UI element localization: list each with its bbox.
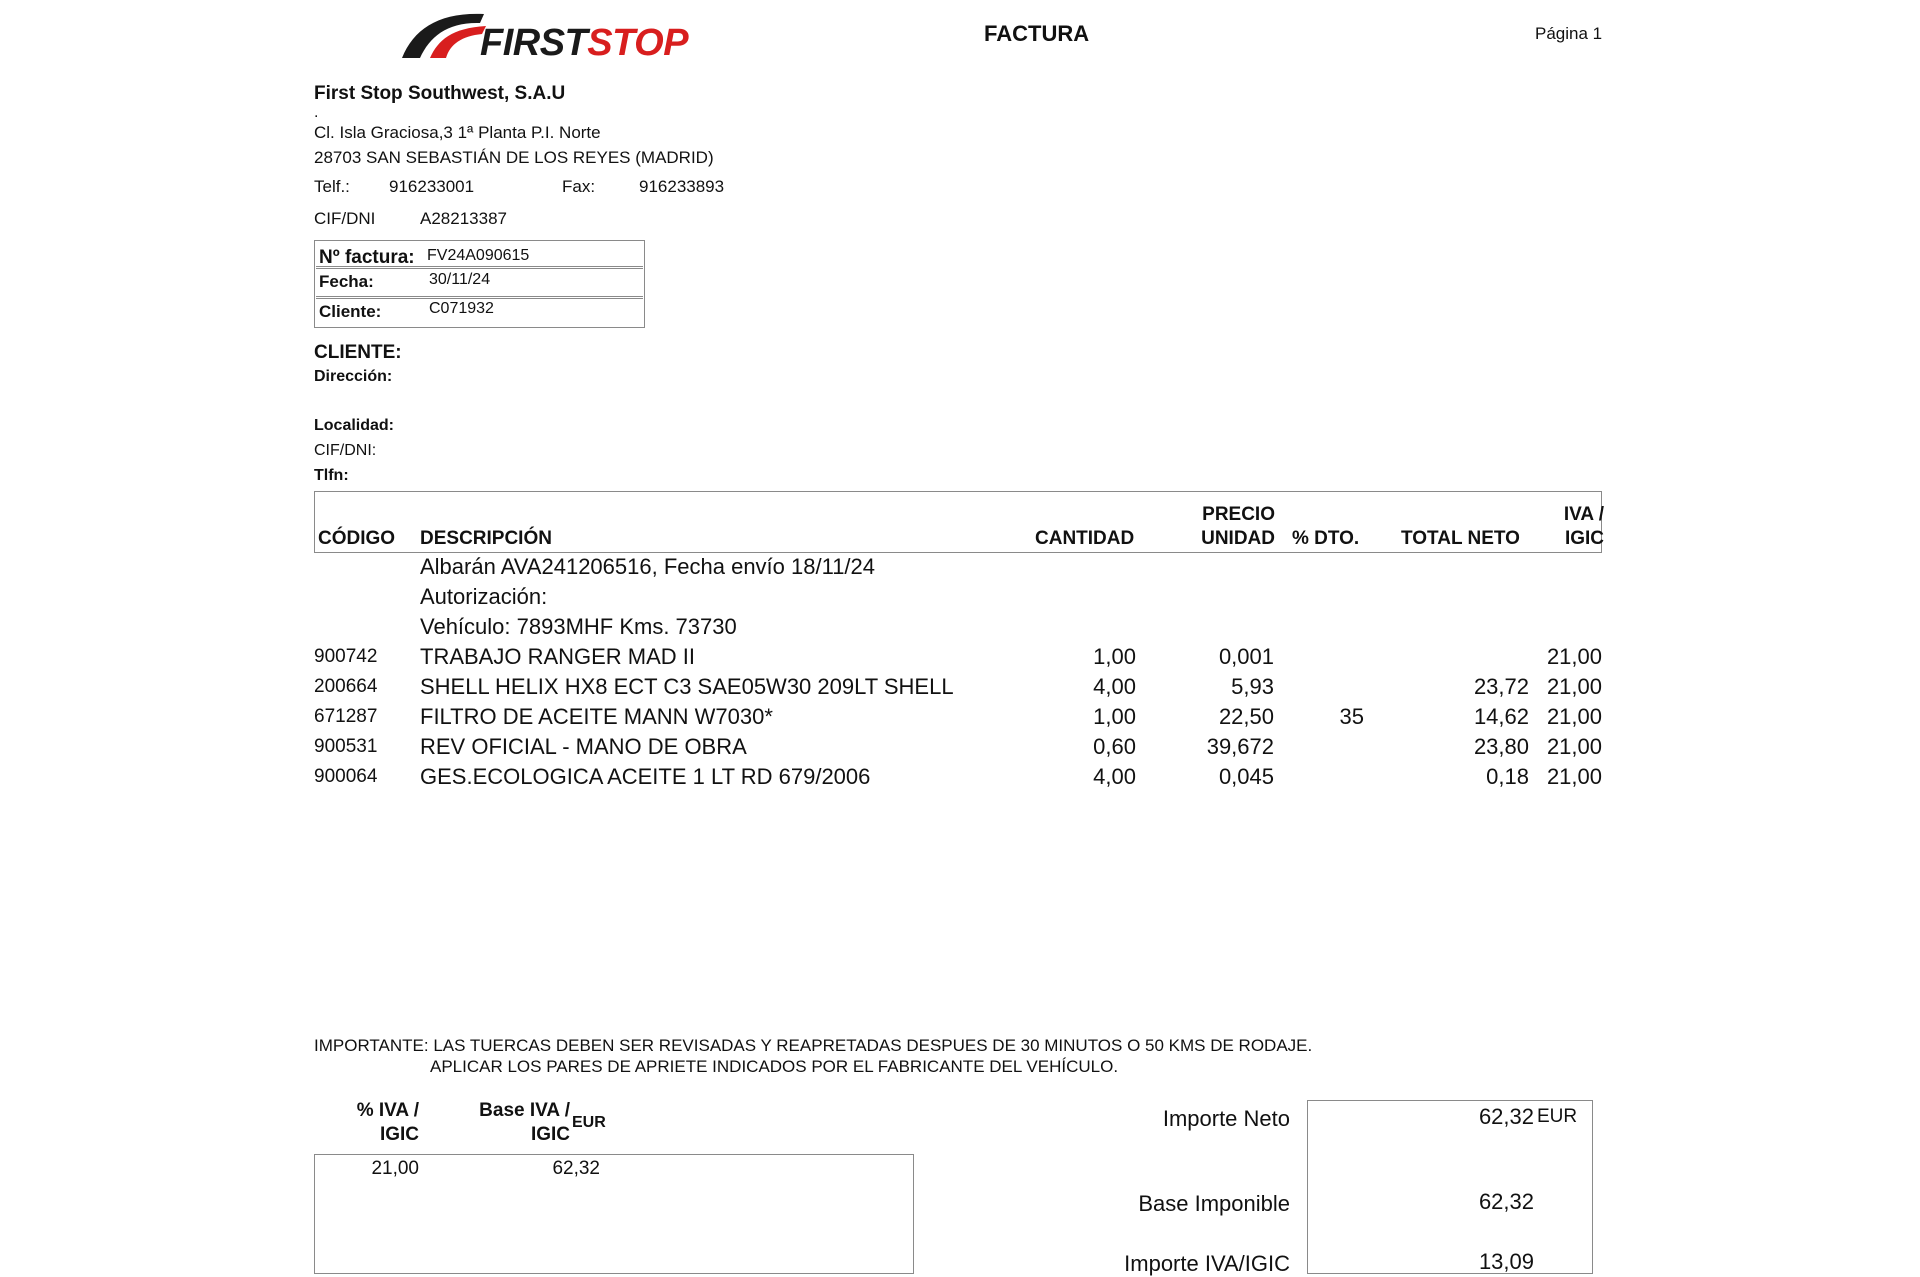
table-row-vat: 21,00 <box>1546 734 1602 759</box>
table-row-description: FILTRO DE ACEITE MANN W7030* <box>420 704 773 729</box>
table-row-vat: 21,00 <box>1546 704 1602 729</box>
net-amount-currency: EUR <box>1537 1106 1578 1127</box>
table-row-code: 900742 <box>314 646 378 667</box>
company-address-line2: 28703 SAN SEBASTIÁN DE LOS REYES (MADRID) <box>314 148 714 167</box>
table-row-description: SHELL HELIX HX8 ECT C3 SAE05W30 209LT SHELL <box>420 674 954 699</box>
table-row-vat: 21,00 <box>1546 644 1602 669</box>
divider <box>316 298 643 299</box>
firststop-logo <box>400 6 700 66</box>
customer-address-label: Dirección: <box>314 368 393 385</box>
vat-summary-currency: EUR <box>572 1114 606 1131</box>
table-row-net-total: 23,72 <box>1473 674 1529 699</box>
table-row-description: GES.ECOLOGICA ACEITE 1 LT RD 679/2006 <box>420 764 871 789</box>
vat-summary-rate: 21,00 <box>371 1158 419 1179</box>
delivery-note-line: Albarán AVA241206516, Fecha envío 18/11/24 <box>420 554 876 579</box>
notice-line1: IMPORTANTE: LAS TUERCAS DEBEN SER REVISADAS Y REAPRETADAS DESPUES DE 30 MINUTOS O 50 KMS DE RODAJE. <box>314 1036 1313 1055</box>
table-row-description: REV OFICIAL - MANO DE OBRA <box>420 734 747 759</box>
company-address-line1: Cl. Isla Graciosa,3 1ª Planta P.I. Norte <box>314 123 601 142</box>
table-row-quantity: 4,00 <box>1093 764 1136 789</box>
vat-summary-header-base-line2: IGIC <box>530 1124 570 1145</box>
table-row-quantity: 1,00 <box>1093 644 1136 669</box>
table-row-code: 200664 <box>314 676 378 697</box>
table-row-vat: 21,00 <box>1546 764 1602 789</box>
customer-phone-label: Tlfn: <box>314 467 349 484</box>
vehicle-line: Vehículo: 7893MHF Kms. 73730 <box>420 614 737 639</box>
logo-wordmark <box>480 22 688 65</box>
company-phone: 916233001 <box>389 177 475 196</box>
company-fax-label: Fax: <box>562 177 596 196</box>
taxable-base-label: Base Imponible <box>1138 1191 1290 1216</box>
invoice-number-label: Nº factura: <box>319 247 415 268</box>
table-row-unit-price: 0,045 <box>1218 764 1274 789</box>
table-row-net-total: 23,80 <box>1473 734 1529 759</box>
vat-summary-header-rate-line2: IGIC <box>379 1124 419 1145</box>
column-header-code: CÓDIGO <box>318 528 396 549</box>
company-phone-label: Telf.: <box>314 177 350 196</box>
column-header-net-total: TOTAL NETO <box>1401 528 1520 549</box>
table-row-net-total: 14,62 <box>1473 704 1529 729</box>
page-number: Página 1 <box>1535 24 1603 43</box>
customer-heading: CLIENTE: <box>314 342 402 363</box>
authorization-line: Autorización: <box>420 584 548 609</box>
divider <box>316 296 643 297</box>
customer-cif-label: CIF/DNI: <box>314 442 377 459</box>
table-row-quantity: 4,00 <box>1093 674 1136 699</box>
net-amount-label: Importe Neto <box>1162 1106 1290 1131</box>
customer-locality-label: Localidad: <box>314 417 395 434</box>
vat-amount-label: Importe IVA/IGIC <box>1124 1251 1290 1276</box>
table-row-unit-price: 5,93 <box>1231 674 1274 699</box>
column-header-description: DESCRIPCIÓN <box>420 528 552 549</box>
table-row-net-total: 0,18 <box>1486 764 1529 789</box>
table-row-code: 900064 <box>314 766 378 787</box>
tire-swoosh-icon <box>400 6 490 66</box>
table-row-unit-price: 22,50 <box>1218 704 1274 729</box>
table-row-quantity: 0,60 <box>1093 734 1136 759</box>
column-header-vat-line1: IVA / <box>1563 504 1604 525</box>
table-row-code: 671287 <box>314 706 378 727</box>
vat-amount-value: 13,09 <box>1478 1249 1534 1274</box>
table-row-description: TRABAJO RANGER MAD II <box>420 644 696 669</box>
column-header-unit-price-line1: PRECIO <box>1202 504 1275 525</box>
table-row-discount: 35 <box>1339 704 1364 729</box>
vat-summary-header-rate-line1: % IVA / <box>356 1100 419 1121</box>
column-header-quantity: CANTIDAD <box>1035 528 1135 549</box>
logo-text-first: FIRST <box>480 22 588 64</box>
company-fax: 916233893 <box>639 177 725 196</box>
table-row-quantity: 1,00 <box>1093 704 1136 729</box>
notice-line2: APLICAR LOS PARES DE APRIETE INDICADOS POR EL FABRICANTE DEL VEHÍCULO. <box>430 1057 1119 1076</box>
invoice-client-label: Cliente: <box>319 302 382 321</box>
logo-text-stop: STOP <box>587 22 689 64</box>
column-header-discount: % DTO. <box>1292 528 1360 549</box>
company-cif: A28213387 <box>420 209 507 228</box>
document-title: FACTURA <box>984 21 1090 46</box>
table-row-unit-price: 39,672 <box>1206 734 1274 759</box>
column-header-vat-line2: IGIC <box>1564 528 1604 549</box>
invoice-number: FV24A090615 <box>427 247 530 264</box>
net-amount-value: 62,32 <box>1478 1104 1534 1129</box>
table-row-unit-price: 0,001 <box>1218 644 1274 669</box>
company-name: First Stop Southwest, S.A.U <box>314 83 566 104</box>
invoice-date: 30/11/24 <box>429 271 491 288</box>
column-header-unit-price-line2: UNIDAD <box>1201 528 1275 549</box>
table-row-code: 900531 <box>314 736 378 757</box>
company-dot: . <box>314 104 319 121</box>
invoice-client-code: C071932 <box>429 300 494 317</box>
vat-summary-header-base-line1: Base IVA / <box>479 1100 570 1121</box>
taxable-base-value: 62,32 <box>1478 1189 1534 1214</box>
vat-summary-base: 62,32 <box>552 1158 600 1179</box>
invoice-date-label: Fecha: <box>319 272 374 291</box>
table-row-vat: 21,00 <box>1546 674 1602 699</box>
company-cif-label: CIF/DNI <box>314 209 376 228</box>
